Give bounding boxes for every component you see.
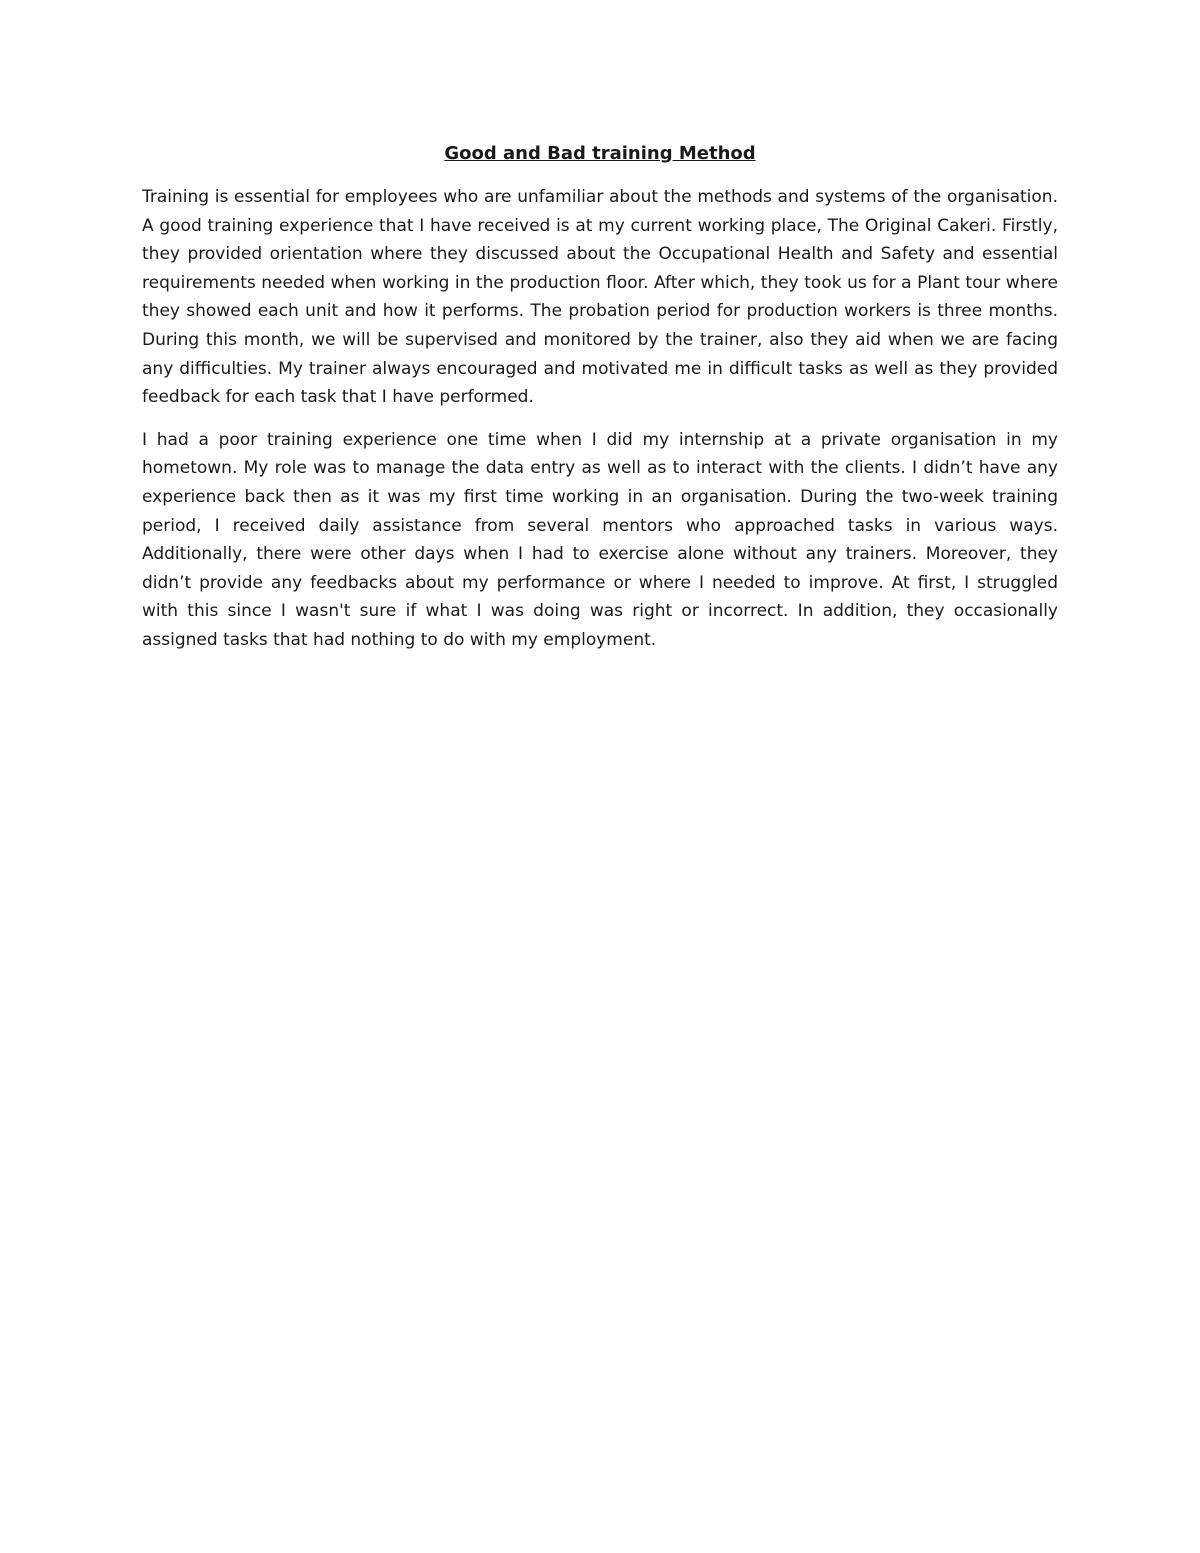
document-title: Good and Bad training Method [444,143,756,164]
paragraph-good-training: Training is essential for employees who are unfamiliar about the methods and systems of the organisation. A good training experience that I have received is at my current working place, The Original Cakeri. Firstly, they provided orientation where they discussed about the Occupational Health and Safety and essential requirements needed when working in the production floor. After which, they took us for a Plant tour where they showed each unit and how it performs. The probation period for production workers is three months. During this month, we will be supervised and monitored by the trainer, also they aid when we are facing any difficulties. My trainer always encouraged and motivated me in difficult tasks as well as they provided feedback for each task that I have performed. [142,187,1058,408]
document-body [142,140,1058,669]
paragraph-bad-training: I had a poor training experience one time when I did my internship at a private organisation in my hometown. My role was to manage the data entry as well as to interact with the clients. I didn’t have any experience back then as it was my first time working in an organisation. During the two-week training period, I received daily assistance from several mentors who approached tasks in various ways. Additionally, there were other days when I had to exercise alone without any trainers. Moreover, they didn’t provide any feedbacks about my performance or where I needed to improve. At first, I struggled with this since I wasn't sure if what I was doing was right or incorrect. In addition, they occasionally assigned tasks that had nothing to do with my employment. [142,429,1058,650]
